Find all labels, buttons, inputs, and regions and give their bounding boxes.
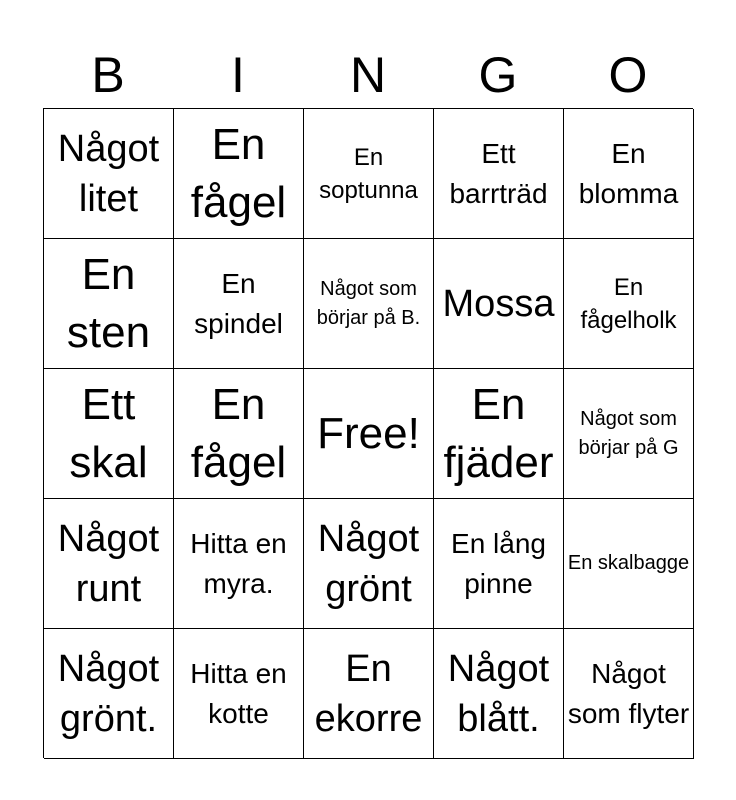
cell-text: Något litet — [57, 127, 160, 220]
bingo-cell-r1-c5[interactable] — [564, 109, 694, 239]
bingo-cell-r5-c2[interactable] — [174, 629, 304, 759]
bingo-cell-r3-c1[interactable] — [44, 369, 174, 499]
bingo-cell-r2-c1[interactable] — [44, 239, 174, 369]
cell-text: Hitta en kotte — [190, 657, 287, 729]
cell-text: Något runt — [57, 517, 160, 610]
cell-text: En sten — [66, 249, 151, 357]
bingo-cell-r4-c4[interactable] — [434, 499, 564, 629]
bingo-cell-free[interactable] — [304, 369, 434, 499]
bingo-cell-r5-c5[interactable] — [564, 629, 694, 759]
cell-text: En fjäder — [443, 379, 554, 487]
bingo-cell-r2-c2[interactable] — [174, 239, 304, 369]
cell-text: Något blått. — [447, 647, 550, 740]
bingo-cell-r2-c4[interactable] — [434, 239, 564, 369]
bingo-cell-r4-c1[interactable] — [44, 499, 174, 629]
bingo-cell-r3-c2[interactable] — [174, 369, 304, 499]
bingo-cell-r1-c3[interactable] — [304, 109, 434, 239]
cell-text: En blomma — [578, 137, 679, 209]
cell-text: Något som börjar på B. — [316, 277, 421, 329]
cell-text: En skalbagge — [567, 552, 690, 574]
bingo-cell-r5-c1[interactable] — [44, 629, 174, 759]
bingo-cell-r2-c3[interactable] — [304, 239, 434, 369]
cell-text: Något grönt. — [57, 647, 160, 740]
cell-text: En soptunna — [319, 143, 418, 204]
cell-text: Något grönt — [317, 517, 420, 610]
cell-text: En fågelholk — [580, 273, 677, 334]
cell-text: En fågel — [190, 379, 287, 487]
cell-text: Mossa — [442, 282, 555, 325]
bingo-cell-r4-c2[interactable] — [174, 499, 304, 629]
bingo-cell-r2-c5[interactable] — [564, 239, 694, 369]
bingo-cell-r4-c3[interactable] — [304, 499, 434, 629]
header-letter-n: N — [349, 47, 387, 103]
bingo-cell-r1-c1[interactable] — [44, 109, 174, 239]
cell-text: En spindel — [194, 267, 283, 339]
bingo-header — [43, 42, 693, 108]
cell-text: Något som flyter — [567, 657, 690, 729]
cell-text: En fågel — [190, 119, 287, 227]
cell-text: En lång pinne — [451, 527, 546, 599]
header-letter-g: G — [478, 47, 518, 103]
cell-text: Free! — [317, 408, 420, 458]
bingo-cell-r3-c5[interactable] — [564, 369, 694, 499]
header-letter-o: O — [608, 47, 648, 103]
cell-text: En ekorre — [314, 647, 423, 740]
bingo-cell-r3-c4[interactable] — [434, 369, 564, 499]
cell-text: Ett barrträd — [449, 137, 548, 209]
header-letter-b: B — [91, 47, 125, 103]
cell-text: Hitta en myra. — [190, 527, 287, 599]
bingo-cell-r1-c4[interactable] — [434, 109, 564, 239]
bingo-board — [43, 108, 693, 758]
bingo-cell-r1-c2[interactable] — [174, 109, 304, 239]
bingo-cell-r4-c5[interactable] — [564, 499, 694, 629]
header-letter-i: I — [231, 47, 245, 103]
bingo-cell-r5-c4[interactable] — [434, 629, 564, 759]
cell-text: Ett skal — [69, 379, 148, 487]
cell-text: Något som börjar på G — [578, 407, 679, 459]
bingo-cell-r5-c3[interactable] — [304, 629, 434, 759]
